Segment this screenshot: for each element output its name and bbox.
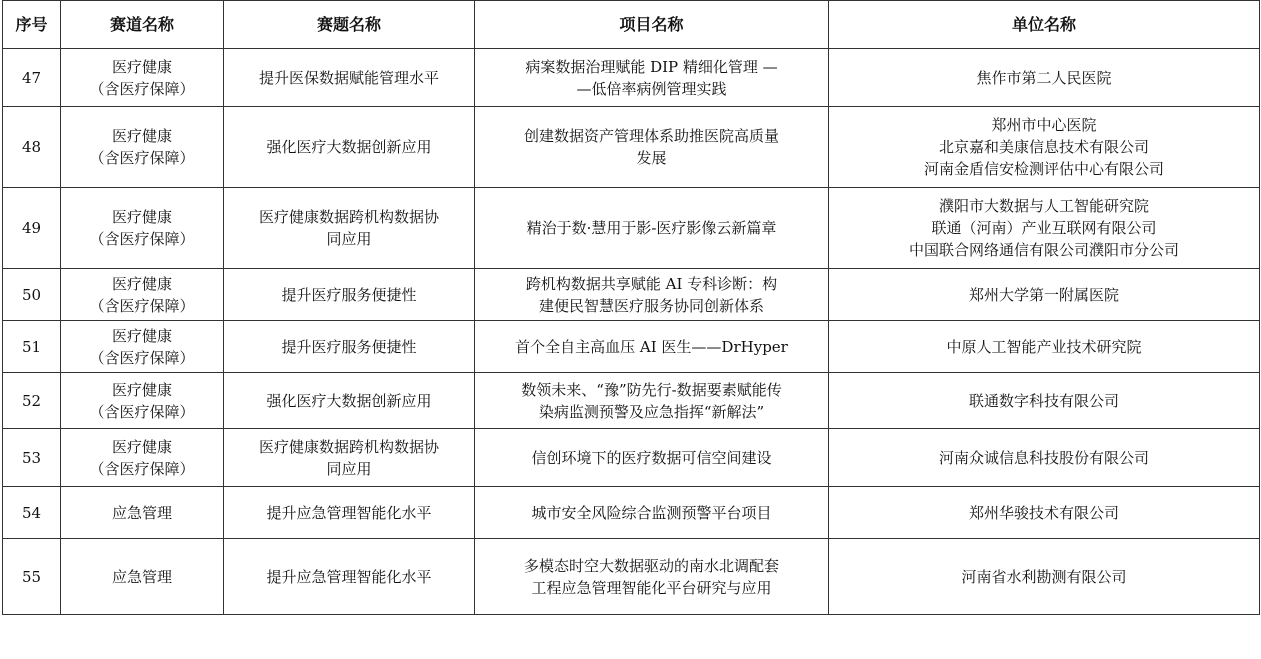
col-header-project: 项目名称 <box>475 1 829 49</box>
unit-names <box>829 188 1260 269</box>
project-name <box>475 107 829 188</box>
table-row <box>3 373 1260 429</box>
topic-name <box>224 487 475 539</box>
unit-names <box>829 321 1260 373</box>
topic-name <box>224 539 475 615</box>
track-name <box>61 107 224 188</box>
track-name-line: 医疗健康 <box>111 274 172 293</box>
row-number: 53 <box>3 429 61 487</box>
project-name-line: 工程应急管理智能化平台研究与应用 <box>531 578 772 597</box>
project-name-line: 创建数据资产管理体系助推医院高质量 <box>523 127 779 145</box>
track-name <box>61 539 224 615</box>
col-header-track: 赛道名称 <box>61 1 224 49</box>
track-name <box>61 487 224 539</box>
project-name-line: —低倍率病例管理实践 <box>576 79 727 98</box>
unit-names-line: 郑州市中心医院 <box>991 116 1097 134</box>
track-name-line: 医疗健康 <box>111 208 172 226</box>
unit-names-line: 焦作市第二人民医院 <box>976 68 1112 87</box>
track-name-line: 医疗健康 <box>111 127 172 145</box>
project-name-line: 首个全自主高血压 AI 医生——DrHyper <box>515 337 788 356</box>
project-name <box>475 487 829 539</box>
topic-name-line: 医疗健康数据跨机构数据协 <box>258 208 439 226</box>
project-name-line: 城市安全风险综合监测预警平台项目 <box>531 503 772 522</box>
unit-names-line: 中国联合网络通信有限公司濮阳市分公司 <box>908 241 1179 259</box>
track-name-line: （含医疗保障） <box>89 296 195 315</box>
project-name-line: 跨机构数据共享赋能 AI 专科诊断：构 <box>525 274 778 293</box>
project-name <box>475 188 829 269</box>
project-name <box>475 373 829 429</box>
project-name-line: 数领未来、“豫”防先行-数据要素赋能传 <box>521 380 782 399</box>
track-name-line: 应急管理 <box>111 503 172 522</box>
track-name-line: （含医疗保障） <box>89 402 195 421</box>
topic-name <box>224 269 475 321</box>
row-number: 55 <box>3 539 61 615</box>
topic-name-line: 提升应急管理智能化水平 <box>266 503 432 522</box>
topic-name-line: 提升医疗服务便捷性 <box>281 337 417 356</box>
unit-names-line: 河南众诚信息科技股份有限公司 <box>938 448 1149 467</box>
table-row <box>3 321 1260 373</box>
track-name-line: （含医疗保障） <box>89 149 195 167</box>
track-name-line: 医疗健康 <box>111 326 172 345</box>
col-header-number: 序号 <box>3 1 61 49</box>
track-name <box>61 429 224 487</box>
project-table <box>2 0 1260 615</box>
project-name-line: 发展 <box>636 149 667 167</box>
track-name-line: 应急管理 <box>111 567 172 586</box>
table-row <box>3 269 1260 321</box>
track-name-line: 医疗健康 <box>111 437 172 456</box>
topic-name-line: 强化医疗大数据创新应用 <box>266 138 432 156</box>
unit-names-line: 郑州大学第一附属医院 <box>968 285 1119 304</box>
project-name <box>475 49 829 107</box>
unit-names-line: 联通（河南）产业互联网有限公司 <box>931 219 1157 237</box>
topic-name-line: 提升医保数据赋能管理水平 <box>258 68 439 87</box>
project-name-line: 染病监测预警及应急指挥“新解法” <box>538 402 765 421</box>
topic-name <box>224 429 475 487</box>
topic-name <box>224 107 475 188</box>
project-name-line: 建便民智慧医疗服务协同创新体系 <box>538 296 764 315</box>
table-row <box>3 487 1260 539</box>
topic-name-line: 同应用 <box>326 459 372 478</box>
project-name <box>475 539 829 615</box>
project-name-line: 精治于数·慧用于影-医疗影像云新篇章 <box>526 219 777 237</box>
project-name-line: 多模态时空大数据驱动的南水北调配套 <box>523 556 779 575</box>
table-row <box>3 188 1260 269</box>
topic-name-line: 医疗健康数据跨机构数据协 <box>258 437 439 456</box>
track-name <box>61 49 224 107</box>
topic-name <box>224 49 475 107</box>
unit-names <box>829 49 1260 107</box>
table-row <box>3 49 1260 107</box>
col-header-unit: 单位名称 <box>829 1 1260 49</box>
table-row <box>3 107 1260 188</box>
unit-names-line: 河南省水利勘测有限公司 <box>961 567 1127 586</box>
topic-name <box>224 373 475 429</box>
track-name-line: 医疗健康 <box>111 57 172 76</box>
topic-name <box>224 321 475 373</box>
row-number: 49 <box>3 188 61 269</box>
unit-names-line: 河南金盾信安检测评估中心有限公司 <box>923 160 1164 178</box>
unit-names <box>829 487 1260 539</box>
row-number: 54 <box>3 487 61 539</box>
topic-name <box>224 188 475 269</box>
row-number: 51 <box>3 321 61 373</box>
track-name-line: 医疗健康 <box>111 380 172 399</box>
unit-names-line: 联通数字科技有限公司 <box>968 391 1119 410</box>
unit-names <box>829 539 1260 615</box>
track-name-line: （含医疗保障） <box>89 230 195 248</box>
track-name-line: （含医疗保障） <box>89 348 195 367</box>
unit-names <box>829 373 1260 429</box>
project-name <box>475 321 829 373</box>
project-name-line: 信创环境下的医疗数据可信空间建设 <box>531 448 772 467</box>
unit-names-line: 郑州华骏技术有限公司 <box>968 503 1119 522</box>
topic-name-line: 强化医疗大数据创新应用 <box>266 391 432 410</box>
row-number: 48 <box>3 107 61 188</box>
unit-names <box>829 429 1260 487</box>
project-name <box>475 429 829 487</box>
track-name <box>61 373 224 429</box>
row-number: 52 <box>3 373 61 429</box>
unit-names <box>829 269 1260 321</box>
table-header-row <box>3 1 1260 49</box>
track-name-line: （含医疗保障） <box>89 459 195 478</box>
table-row <box>3 429 1260 487</box>
col-header-topic: 赛题名称 <box>224 1 475 49</box>
topic-name-line: 提升医疗服务便捷性 <box>281 285 417 304</box>
unit-names-line: 濮阳市大数据与人工智能研究院 <box>938 197 1149 215</box>
unit-names-line: 北京嘉和美康信息技术有限公司 <box>938 138 1149 156</box>
track-name-line: （含医疗保障） <box>89 79 195 98</box>
unit-names <box>829 107 1260 188</box>
table-row <box>3 539 1260 615</box>
topic-name-line: 提升应急管理智能化水平 <box>266 567 432 586</box>
track-name <box>61 188 224 269</box>
track-name <box>61 321 224 373</box>
row-number: 50 <box>3 269 61 321</box>
row-number: 47 <box>3 49 61 107</box>
project-name <box>475 269 829 321</box>
track-name <box>61 269 224 321</box>
topic-name-line: 同应用 <box>326 230 372 248</box>
unit-names-line: 中原人工智能产业技术研究院 <box>946 337 1142 356</box>
project-name-line: 病案数据治理赋能 DIP 精细化管理 — <box>525 57 778 76</box>
